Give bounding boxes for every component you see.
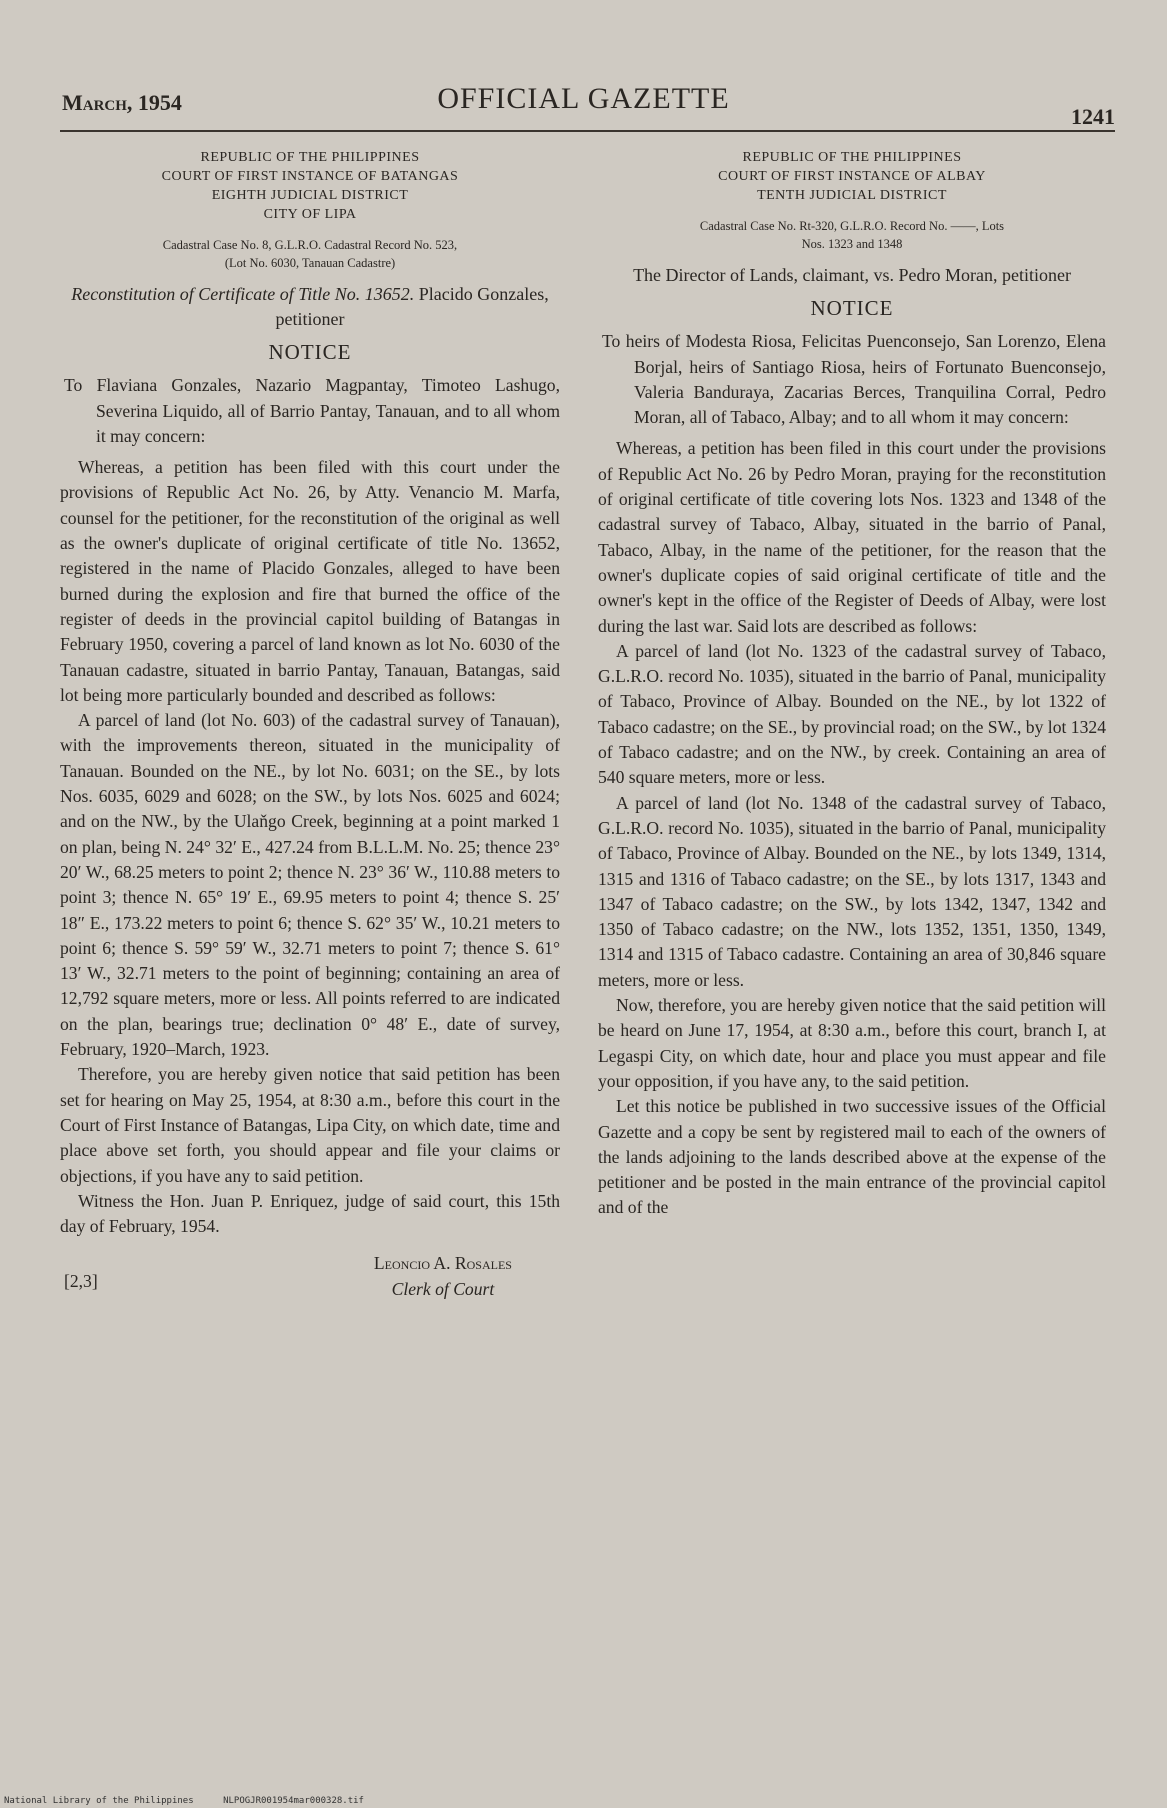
scan-footer bbox=[4, 1796, 388, 1806]
caption-line: COURT OF FIRST INSTANCE OF BATANGAS bbox=[161, 169, 459, 184]
notice-paragraph: Whereas, a petition has been filed in this court under the provisions of Republic Act No. 26 by Pedro Moran, praying for the reconstitution of original certificate of title covering lots Nos. 1323 and 1348 of the cadastral survey of Tabaco, Albay, situated in the barrio of Panal, Tabaco, Albay, in the name of the petitioner, for the reason that the owner's duplicate copies of said original certificate of title and the owner's kept in the office of the Register of Deeds of Albay, were lost during the last war. Said lots are described as follows: bbox=[598, 438, 1106, 636]
notice-paragraph: A parcel of land (lot No. 603) of the cadastral survey of Tanauan), with the improvements thereon, situated in the municipality of Tanauan. Bounded on the NE., by lot No. 6031; on the SE., by lots Nos. 6035, 6029 and 6028; on the SW., by lots Nos. 6025 and 6024; and on the NW., by the Ulaňgo Creek, beginning at a point marked 1 on plan, being N. 24° 32′ E., 427.24 from B.L.L.M. No. 25; thence 23° 20′ W., 68.25 meters to point 2; thence N. 23° 36′ W., 110.88 meters to point 3; thence N. 65° 19′ E., 69.95 meters to point 4; thence S. 25′ 18″ E., 173.22 meters to point 6; thence S. 62° 35′ W., 10.21 meters to point 6; thence S. 59° 59′ W., 32.71 meters to point 7; thence S. 61° 13′ W., 32.71 meters to the point of beginning; containing an area of 12,792 square meters, more or less. All points referred to are indicated on the plan, bearings true; declination 0° 48′ E., date of survey, February, 1920–March, 1923. bbox=[60, 710, 560, 1060]
caption-line: TENTH JUDICIAL DISTRICT bbox=[757, 188, 947, 203]
case-title: The Director of Lands, claimant, vs. Pedro Moran, petitioner bbox=[633, 265, 1071, 285]
file-name: NLPOGJR001954mar000328.tif bbox=[223, 1796, 364, 1806]
notice-heading: NOTICE bbox=[810, 296, 894, 320]
case-title-italic: Reconstitution of Certificate of Title No. 13652. bbox=[71, 284, 415, 304]
court-caption bbox=[60, 148, 560, 224]
notice-address: To heirs of Modesta Riosa, Felicitas Puenconsejo, San Lorenzo, Elena Borjal, heirs of Santiago Riosa, heirs of Fortunato Buenconsejo, Valeria Banduraya, Zacarias Berces, Tranquilina Corral, Pedro Moran, all of Tabaco, Albay; and to all whom it may concern: bbox=[602, 331, 1106, 428]
signature-block bbox=[60, 1251, 560, 1307]
docket-reference bbox=[598, 217, 1106, 253]
notice-paragraph: A parcel of land (lot No. 1323 of the cadastral survey of Tabaco, G.L.R.O. record No. 1035), situated in the barrio of Panal, municipality of Tabaco, Province of Albay. Bounded on the NE., by lot 1322 of Tabaco cadastre; on the SE., by provincial road; on the SW., by lot 1324 of Tabaco cadastre; and on the NW., by creek. Containing an area of 540 square meters, more or less. bbox=[598, 640, 1106, 788]
notice-paragraph: Whereas, a petition has been filed with this court under the provisions of Republic Act No. 26, by Atty. Venancio M. Marfa, counsel for the petitioner, for the reconstitution of the original as well as the owner's duplicate of original certificate of title No. 13652, registered in the name of Placido Gonzales, alleged to have been burned during the explosion and fire that burned the office of the register of deeds in the provincial capitol building of Batangas in February 1950, covering a parcel of land known as lot No. 6030 of the Tanauan cadastre, situated in barrio Pantay, Tanauan, Batangas, said lot being more particularly bounded and described as follows: bbox=[60, 457, 560, 705]
header-rule bbox=[60, 130, 1115, 132]
left-column bbox=[60, 148, 560, 1307]
notice-paragraph: Let this notice be published in two successive issues of the Official Gazette and a copy be sent by registered mail to each of the owners of the lands adjoining to the lands described above at the expense of the petitioner and be posted in the main entrance of the provincial capitol and of the bbox=[598, 1096, 1106, 1218]
page-number: 1241 bbox=[1071, 104, 1115, 129]
case-title-party: Placido Gonzales, petitioner bbox=[275, 284, 549, 329]
notice-paragraph: Witness the Hon. Juan P. Enriquez, judge of said court, this 15th day of February, 1954. bbox=[60, 1190, 560, 1237]
caption-line: EIGHTH JUDICIAL DISTRICT bbox=[211, 188, 409, 203]
signatory-name: Leoncio A. Rosales bbox=[373, 1253, 512, 1274]
library-credit: National Library of the Philippines bbox=[4, 1796, 194, 1806]
docket-line: Cadastral Case No. 8, G.L.R.O. Cadastral Record No. 523, bbox=[162, 238, 458, 252]
court-caption bbox=[598, 148, 1106, 205]
caption-line: CITY OF LIPA bbox=[263, 207, 357, 222]
running-head bbox=[52, 82, 1115, 132]
caption-line: REPUBLIC OF THE PHILIPPINES bbox=[742, 150, 962, 165]
docket-line: Nos. 1323 and 1348 bbox=[801, 237, 903, 251]
caption-line: REPUBLIC OF THE PHILIPPINES bbox=[200, 150, 420, 165]
docket-line: Cadastral Case No. Rt-320, G.L.R.O. Record No. ——, Lots bbox=[699, 219, 1005, 233]
issue-date: March, 1954 bbox=[62, 90, 182, 115]
publication-title: OFFICIAL GAZETTE bbox=[437, 82, 730, 115]
signatory bbox=[374, 1251, 512, 1302]
case-title bbox=[60, 282, 560, 332]
notice-paragraph: Now, therefore, you are hereby given notice that the said petition will be heard on June 17, 1954, at 8:30 a.m., before this court, branch I, at Legaspi City, on which date, hour and place you must appear and file your opposition, if you have any, to the said petition. bbox=[598, 995, 1106, 1091]
caption-line: COURT OF FIRST INSTANCE OF ALBAY bbox=[718, 169, 986, 184]
notice-paragraph: A parcel of land (lot No. 1348 of the cadastral survey of Tabaco, G.L.R.O. record No. 1035), situated in the barrio of Panal, municipality of Tabaco, Province of Albay. Bounded on the NE., by lots 1349, 1314, 1315 and 1316 of Tabaco cadastre; on the SE., by lots 1317, 1343 and 1347 of Tabaco cadastre; on the SW., by lots 1342, 1347, 1342 and 1350 of Tabaco cadastre; on the NW., lots 1352, 1351, 1350, 1349, 1314 and 1315 of Tabaco cadastre. Containing an area of 30,846 square meters, more or less. bbox=[598, 792, 1106, 990]
notice-address: To Flaviana Gonzales, Nazario Magpantay, Timoteo Lashugo, Severina Liquido, all of Barrio Pantay, Tanauan, and to all whom it may concern: bbox=[64, 375, 560, 446]
right-column bbox=[598, 148, 1106, 1221]
notice-paragraph: Therefore, you are hereby given notice that said petition has been set for hearing on May 25, 1954, at 8:30 a.m., before this court in the Court of First Instance of Batangas, Lipa City, on which date, time and place above set forth, you should appear and file your claims or objections, if you have any to said petition. bbox=[60, 1064, 560, 1186]
issue-code: [2,3] bbox=[64, 1271, 98, 1292]
notice-heading: NOTICE bbox=[268, 340, 352, 364]
docket-line: (Lot No. 6030, Tanauan Cadastre) bbox=[224, 256, 396, 270]
docket-reference bbox=[60, 236, 560, 272]
signatory-title: Clerk of Court bbox=[391, 1278, 495, 1299]
